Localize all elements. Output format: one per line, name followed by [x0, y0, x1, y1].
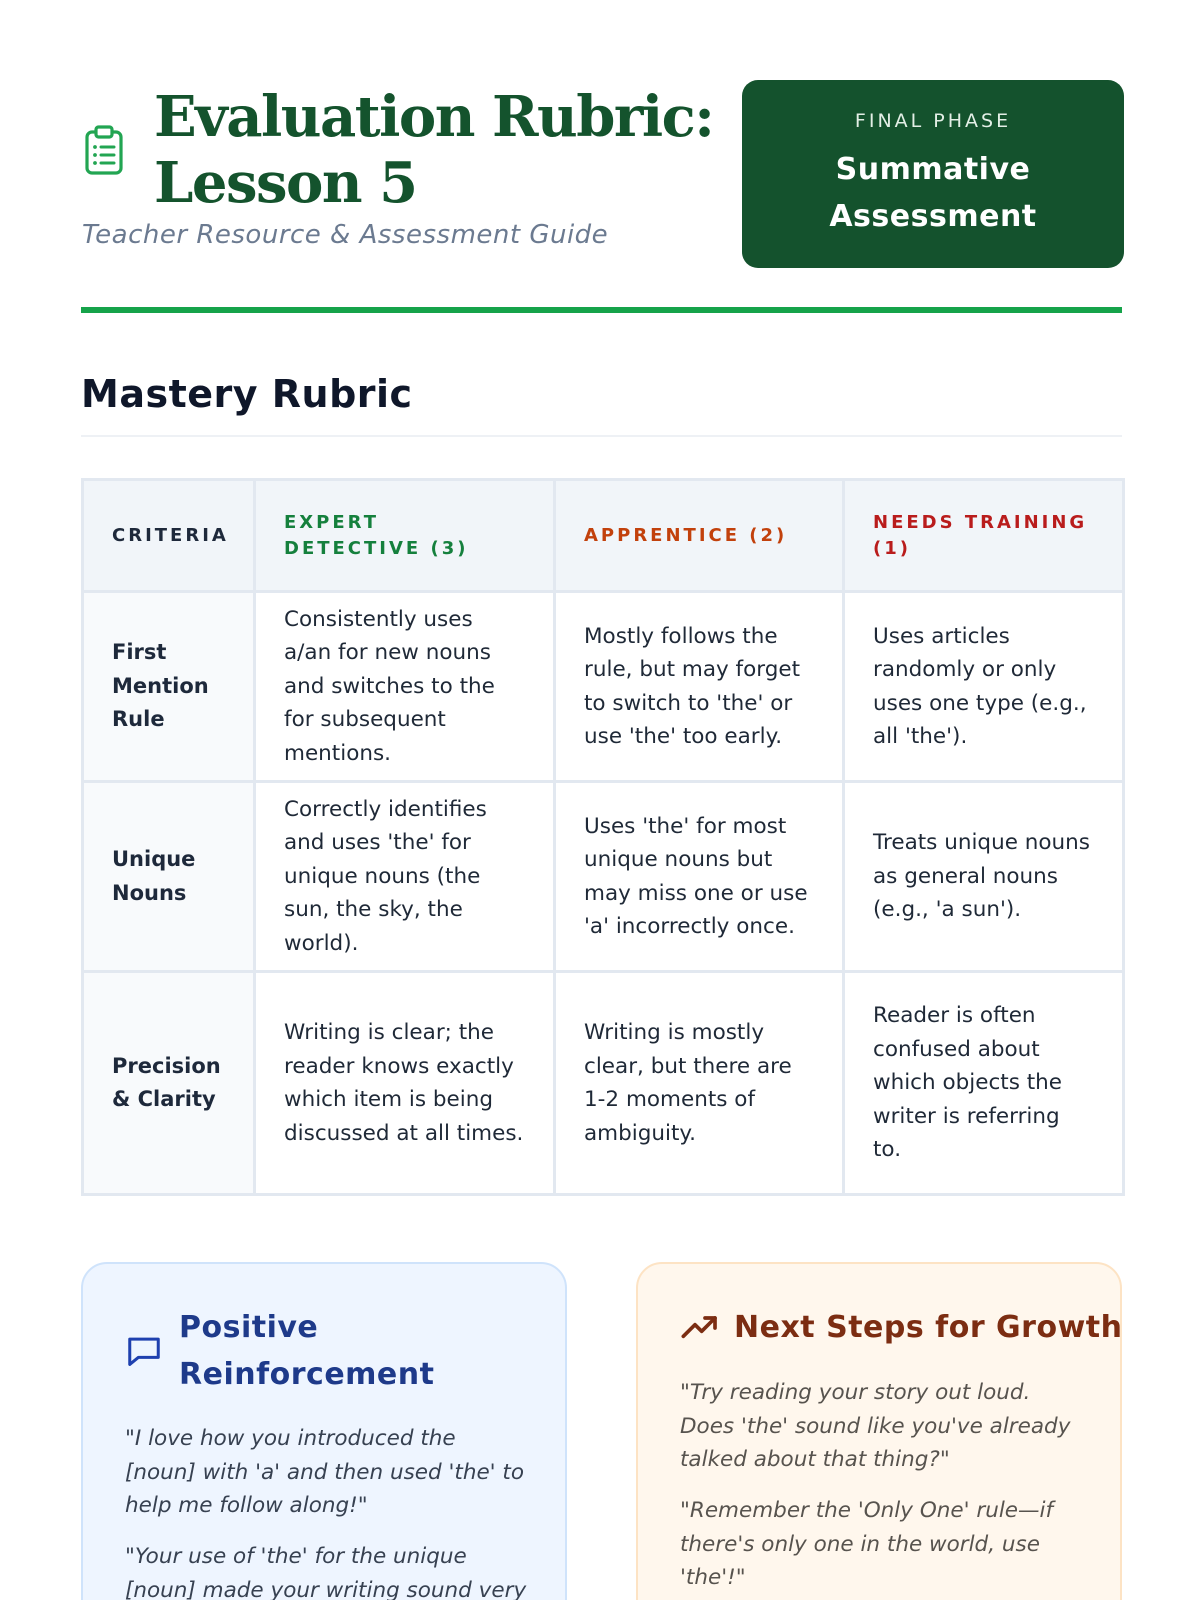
- table-row: [83, 592, 1124, 782]
- apprentice-cell: Mostly follows the rule, but may forget to switch to 'the' or use 'the' too early.: [555, 592, 844, 782]
- phase-label: FINAL PHASE: [854, 110, 1012, 132]
- apprentice-cell: Writing is mostly clear, but there are 1-2 moments of ambiguity.: [555, 972, 844, 1195]
- next-steps-card-title: Next Steps for Growth: [734, 1310, 1123, 1345]
- header-needs-training: NEEDS TRAINING (1): [844, 480, 1124, 592]
- positive-quote: "Your use of 'the' for the unique [noun] made your writing sound very: [125, 1544, 527, 1600]
- section-title: Mastery Rubric: [81, 372, 413, 416]
- criteria-cell: Precision & Clarity: [83, 972, 255, 1195]
- positive-quote: "I love how you introduced the [noun] with 'a' and then used 'the' to help me follow along!": [125, 1426, 525, 1518]
- message-square-icon: [125, 1332, 163, 1370]
- page-header: [82, 80, 1122, 270]
- page-title-line-2: Lesson 5: [154, 150, 417, 216]
- expert-cell: Writing is clear; the reader knows exactly which item is being discussed at all times.: [255, 972, 555, 1195]
- needs-training-cell: Uses articles randomly or only uses one type (e.g., all 'the').: [844, 592, 1124, 782]
- mastery-rubric-table: [81, 478, 1125, 1196]
- trending-up-icon: [680, 1308, 720, 1348]
- header-expert-detective: EXPERT DETECTIVE (3): [255, 480, 555, 592]
- header-apprentice: APPRENTICE (2): [555, 480, 844, 592]
- expert-cell: Correctly identifies and uses 'the' for unique nouns (the sun, the sky, the world).: [255, 782, 555, 972]
- next-steps-card-header: [680, 1304, 1123, 1351]
- positive-card-header: [125, 1304, 449, 1398]
- header-criteria: CRITERIA: [83, 480, 255, 592]
- positive-card-title: Positive Reinforcement: [179, 1310, 435, 1392]
- next-steps-quote: "Remember the 'Only One' rule—if there's only one in the world, use 'the'!": [680, 1498, 1054, 1590]
- table-header-row: [83, 480, 1124, 592]
- header-divider: [81, 307, 1122, 313]
- needs-training-cell: Treats unique nouns as general nouns (e.g., 'a sun').: [844, 782, 1124, 972]
- apprentice-cell: Uses 'the' for most unique nouns but may miss one or use 'a' incorrectly once.: [555, 782, 844, 972]
- phase-title: [742, 146, 1124, 240]
- next-steps-quote: "Try reading your story out loud. Does 'the' sound like you've already talked about that thing?": [680, 1380, 1071, 1472]
- section-divider: [81, 435, 1122, 437]
- phase-badge: [742, 80, 1124, 268]
- needs-training-cell: Reader is often confused about which objects the writer is referring to.: [844, 972, 1124, 1195]
- expert-cell: Consistently uses a/an for new nouns and switches to the for subsequent mentions.: [255, 592, 555, 782]
- phase-title-line-2: Assessment: [829, 199, 1037, 234]
- page-title: [154, 84, 754, 216]
- page-subtitle: Teacher Resource & Assessment Guide: [82, 220, 609, 250]
- page-title-line-1: Evaluation Rubric:: [154, 84, 714, 150]
- clipboard-list-icon: [84, 125, 124, 175]
- criteria-cell: First Mention Rule: [83, 592, 255, 782]
- phase-title-line-1: Summative: [835, 152, 1031, 187]
- table-row: [83, 972, 1124, 1195]
- next-steps-card: [636, 1262, 1122, 1600]
- table-row: [83, 782, 1124, 972]
- positive-reinforcement-card: [81, 1262, 567, 1600]
- criteria-cell: Unique Nouns: [83, 782, 255, 972]
